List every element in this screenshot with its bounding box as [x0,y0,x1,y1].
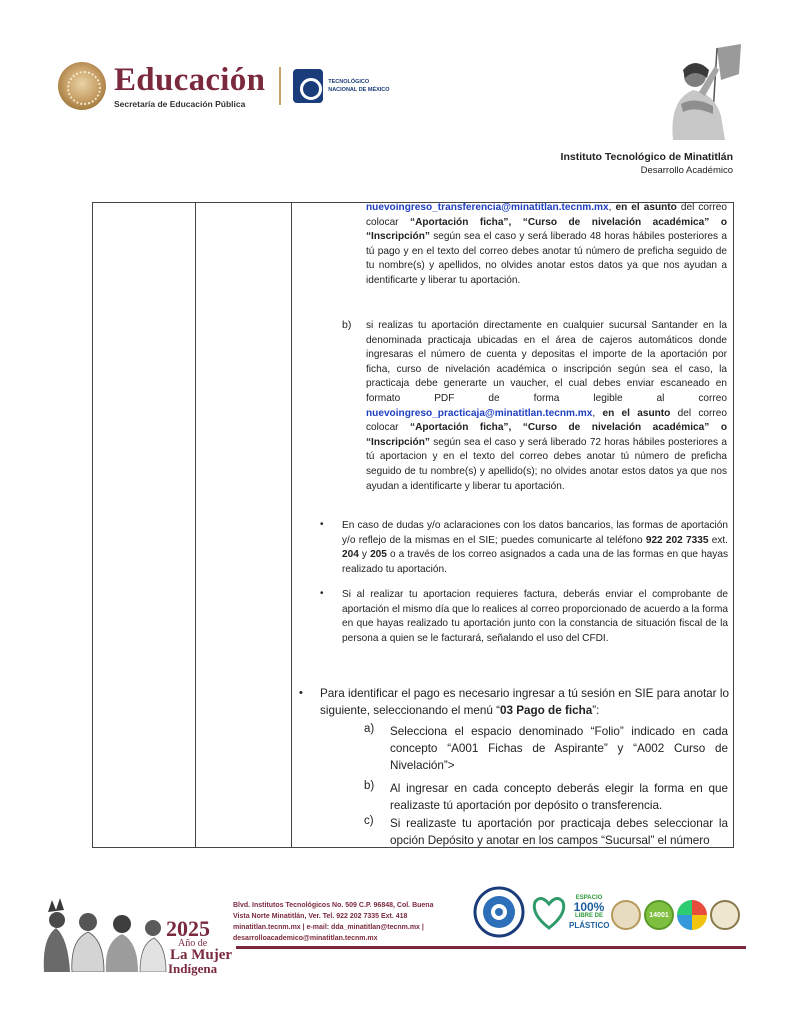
quality-seal-icon [710,900,740,930]
footer-motto-line2: Indígena [168,961,218,976]
bullet-icon: • [299,687,303,699]
sub-item-forma: Al ingresar en cada concepto deberás elegir la forma en que realizaste tú aportación por depósito o transferencia. [390,782,728,813]
list-marker: b) [342,319,352,331]
email-transferencia[interactable]: nuevoingreso_transferencia@minatitlan.tecnm.mx [366,203,609,213]
department-name: Desarrollo Académico [640,165,733,176]
list-marker: b) [364,780,375,792]
list-marker: c) [364,815,374,827]
sep-logo [58,62,390,110]
iso-14001-badge: 14001 [644,900,674,930]
institute-emblem-icon [473,886,525,938]
column-divider [195,203,196,847]
indigenous-women-illustration [42,898,167,972]
phone-number: 922 202 7335 [645,534,709,546]
heroine-illustration [655,44,747,140]
footer-year-caption: Año de [178,938,208,949]
footer-motto-line1: La Mujer [170,947,233,963]
bullet-icon: • [320,519,324,530]
diversity-seal-icon [677,900,707,930]
footer-rule [236,946,746,949]
institute-name: Instituto Tecnológico de Minatitlán [560,151,733,163]
brand-subtitle: Secretaría de Educación Pública [114,99,246,109]
tecnm-gear-icon [293,69,323,103]
certification-seal-icon [611,900,641,930]
list-marker: a) [364,723,375,735]
logo-divider [279,67,281,105]
footer-address: Blvd. Institutos Tecnológicos No. 509 C.P. 96848, Col. Buena Vista Norte Minatitlán, Ver. Tel. 922 202 7335 Ext. 418 minatitlan.tecnm.mx | e-mail: dda_minatitlan@tecnm.mx | desarrolloacademico@minatitlan.tecnm.mx [233,902,434,942]
plastic-free-badge: ESPACIO 100% LIBRE DE PLÁSTICO [569,895,610,930]
instruction-b: si realizas tu aportación directamente en cualquier sucursal Santander en la denominada practicaja ubicadas en el área de cajeros automáticos donde ingresaras el número de cuenta y depositas el importe de la aportación por ficha, curso de nivelación académica o inscripción según sea el caso, la practicaja debe generarte un vaucher, el cual debes enviar escaneado en formato PDF de forma legible al correo nuevoingreso_practicaja@minatitlan.tecnm.mx, en el asunto del correo colocar “Aportación ficha”, “Curso de nivelación académica” o “Inscripción” según sea el caso y será liberado 72 horas hábiles posteriores a tú aportacion y en el texto del correo debes anotar tú número de preficha seguido de tu nombre(s) y apellido(s); no olvides anotar estos datos ya que nos ayudan a identificarte y liberar tu aportación. [366,320,728,492]
sub-item-folio: Selecciona el espacio denominado “Folio” indicado en cada concepto “A001 Fichas de Aspirante” y “A002 Curso de Nivelación”> [390,725,728,773]
bullet-icon: • [320,588,324,599]
bullet-dudas: En caso de dudas y/o aclaraciones con los datos bancarios, las formas de aportación y/o reflejo de la mismas en el SIE; puedes comunicarte al teléfono 922 202 7335 ext. 204 y 205 o a través de los correo asignados a cada una de las formas en que hayas realizado tu aportación. [342,520,729,575]
table-content-cell [292,203,733,847]
mexico-seal-icon [58,62,106,110]
email-practicaja[interactable]: nuevoingreso_practicaja@minatitlan.tecnm.mx [366,407,593,419]
footer-year: 2025 [166,916,210,941]
tecnm-wordmark: TECNOLÓGICO NACIONAL DE MÉXICO [328,79,390,93]
menu-name: 03 Pago de ficha [499,704,593,718]
sub-item-practicaja: Si realizaste tu aportación por practicaja debes seleccionar la opción Depósito y anotar en los campos “Sucursal” el número [390,817,728,847]
instruction-a-continued: nuevoingreso_transferencia@minatitlan.tecnm.mx, en el asunto del correo colocar “Aportación ficha”, “Curso de nivelación académica” o “Inscripción” según sea el caso y será liberado 48 horas hábiles posteriores a tú pago y en el texto del correo debes anotar tú número de preficha seguido de tu nombre(s) y apellidos, no olvides anotar estos datos ya que nos ayudan a identificarte y liberar tu aportación. [366,203,728,286]
bullet-factura: Si al realizar tu aportacion requieres factura, deberás enviar el comprobante de aportación el mismo día que lo realices al correo proporcionado de acuerdo a la forma en que hayas realizado tu aportación junto con la constancia de situación fiscal de la persona a quien se le facturará, señalando el uso del CFDI. [342,589,728,644]
brand-word: Educación [114,62,266,98]
content-table [92,202,734,848]
bullet-identificar-pago: Para identificar el pago es necesario ingresar a tú sesión en SIE para anotar lo siguiente, seleccionando el menú “03 Pago de ficha”: [320,687,729,718]
heart-hands-icon [529,892,569,932]
